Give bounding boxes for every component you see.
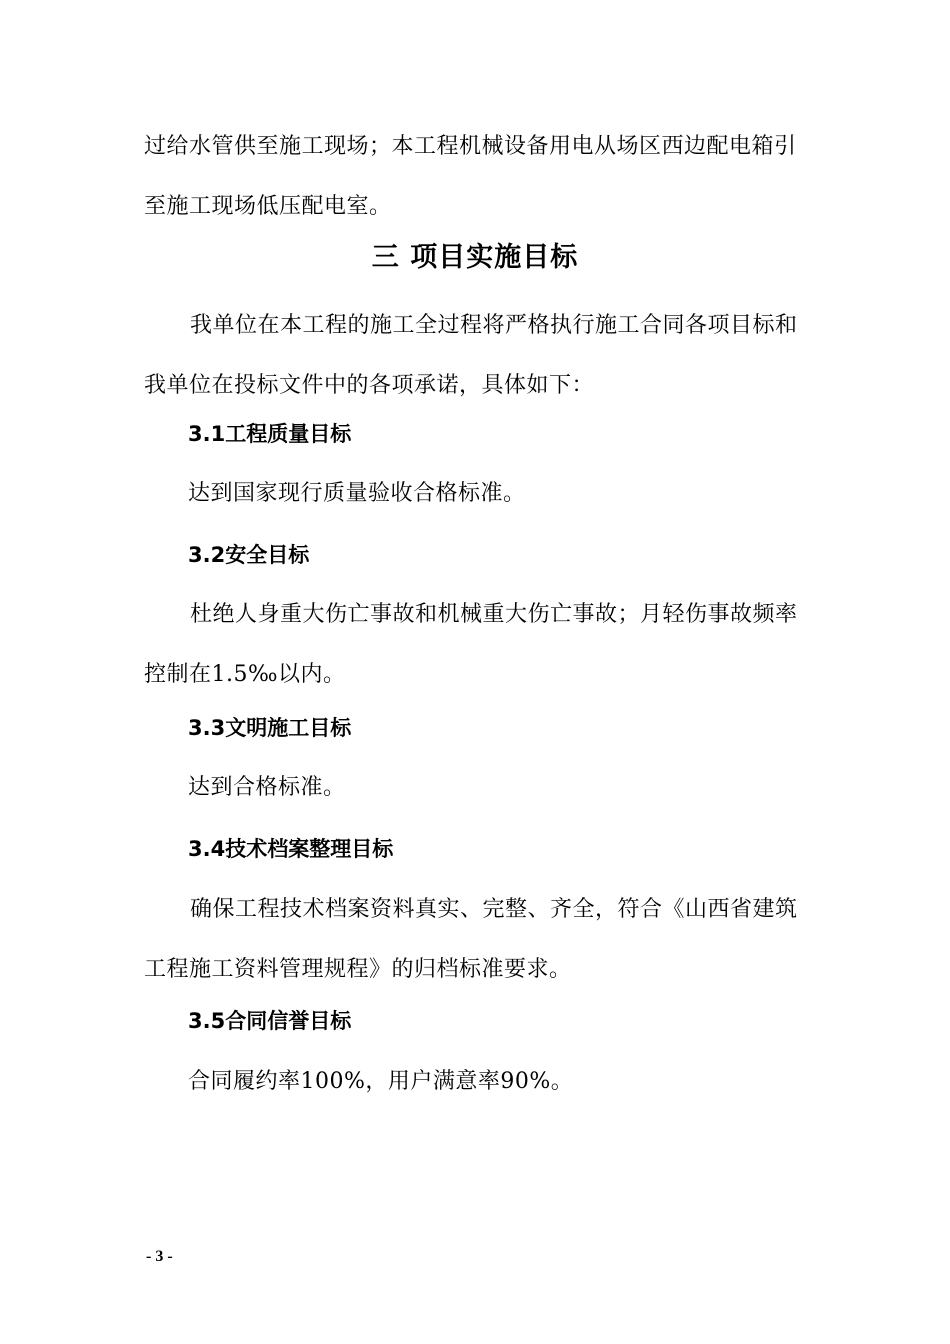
section-heading-quality: 3.1工程质量目标	[188, 422, 352, 446]
section-body-technical-archives: 确保工程技术档案资料真实、完整、齐全，符合《山西省建筑工程施工资料管理规程》的归档标准要求。	[144, 897, 798, 982]
section-heading-safety: 3.2安全目标	[188, 543, 310, 567]
section-body-quality: 达到国家现行质量验收合格标准。	[188, 481, 526, 506]
chapter-intro-paragraph: 我单位在本工程的施工全过程将严格执行施工合同各项目标和我单位在投标文件中的各项承诺，具体如下：	[144, 313, 798, 398]
section-body-contract-credit: 合同履约率100%，用户满意率90%。	[188, 1069, 574, 1094]
section-body-civilized-construction: 达到合格标准。	[188, 775, 346, 800]
section-heading-civilized-construction: 3.3文明施工目标	[188, 716, 352, 740]
section-body-safety: 杜绝人身重大伤亡事故和机械重大伤亡事故；月轻伤事故频率控制在1.5‰以内。	[144, 602, 798, 687]
chapter-title: 三 项目实施目标	[371, 242, 579, 273]
intro-paragraph: 过给水管供至施工现场；本工程机械设备用电从场区西边配电箱引至施工现场低压配电室。	[144, 134, 797, 219]
page-number: - 3 -	[146, 1248, 173, 1265]
section-heading-contract-credit: 3.5合同信誉目标	[188, 1009, 352, 1033]
section-heading-technical-archives: 3.4技术档案整理目标	[188, 837, 394, 861]
